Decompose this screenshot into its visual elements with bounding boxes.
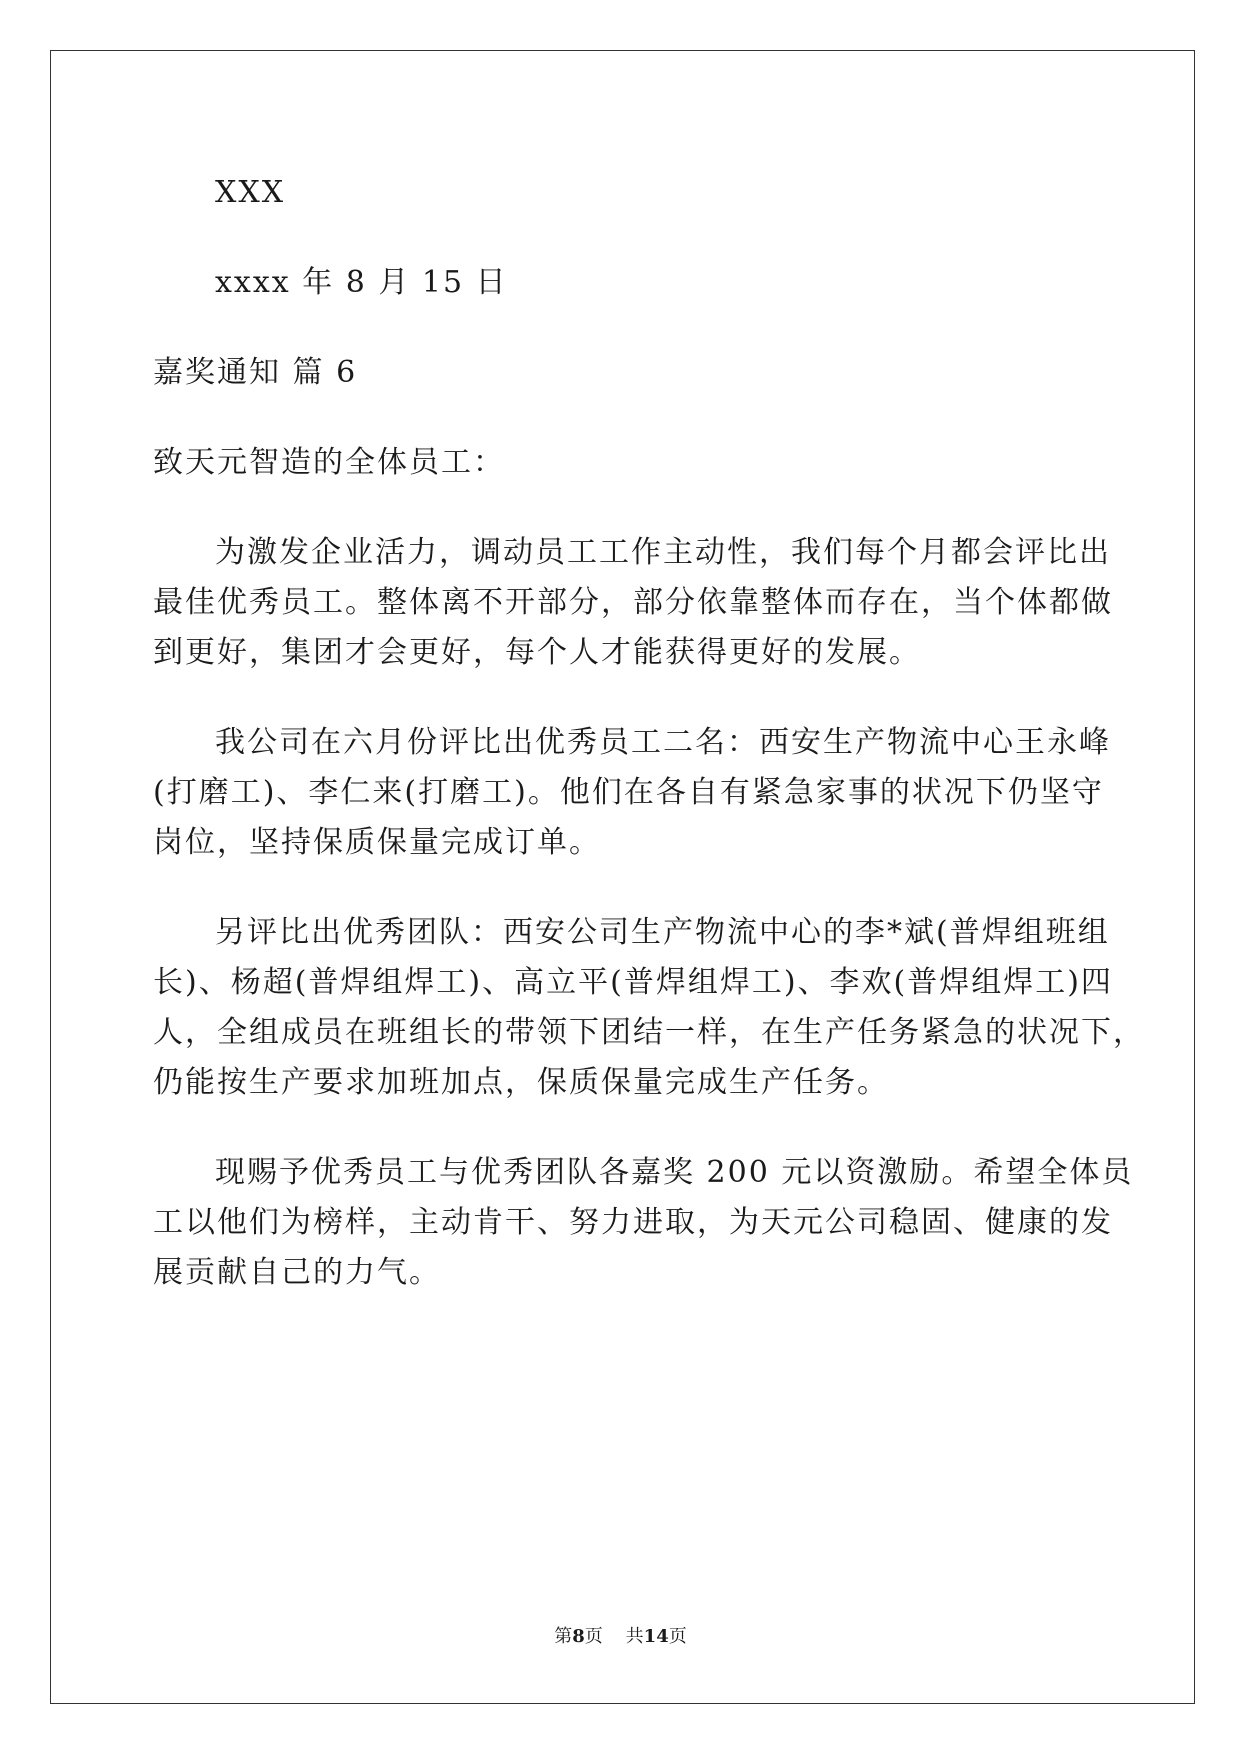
paragraph-line: 最佳优秀员工。整体离不开部分，部分依靠整体而存在，当个体都做 <box>153 585 1113 620</box>
page-prefix: 第 <box>554 1626 573 1647</box>
document-body <box>153 168 1145 1338</box>
paragraph-3 <box>153 908 1145 1108</box>
salutation: 致天元智造的全体员工： <box>153 445 505 480</box>
paragraph-1 <box>153 528 1123 678</box>
total-suffix: 页 <box>668 1626 687 1647</box>
paragraph-line: 长)、杨超(普焊组焊工)、高立平(普焊组焊工)、李欢(普焊组焊工)四 <box>153 965 1113 1000</box>
paragraph-line: 到更好，集团才会更好，每个人才能获得更好的发展。 <box>153 635 921 670</box>
page-number: 8 <box>572 1626 585 1647</box>
section-heading: 嘉奖通知 篇 6 <box>153 355 358 390</box>
paragraph-line: 另评比出优秀团队：西安公司生产物流中心的李*斌(普焊组班组 <box>215 915 1110 950</box>
total-pages: 14 <box>643 1626 669 1647</box>
paragraph-line: 仍能按生产要求加班加点，保质保量完成生产任务。 <box>153 1065 889 1100</box>
paragraph-line: 展贡献自己的力气。 <box>153 1255 441 1290</box>
signature-name: XXX <box>215 175 286 210</box>
signature-date: xxxx 年 8 月 15 日 <box>215 265 508 300</box>
page-footer <box>0 1622 1241 1648</box>
total-prefix: 共 <box>625 1626 644 1647</box>
paragraph-line: 工以他们为榜样，主动肯干、努力进取，为天元公司稳固、健康的发 <box>153 1205 1113 1240</box>
paragraph-line: 我公司在六月份评比出优秀员工二名：西安生产物流中心王永峰 <box>215 725 1111 760</box>
paragraph-4 <box>153 1148 1134 1298</box>
page-suffix: 页 <box>584 1626 603 1647</box>
paragraph-line: 人，全组成员在班组长的带领下团结一样，在生产任务紧急的状况下， <box>153 1015 1145 1050</box>
paragraph-line: 岗位，坚持保质保量完成订单。 <box>153 825 601 860</box>
paragraph-line: 现赐予优秀员工与优秀团队各嘉奖 200 元以资激励。希望全体员 <box>215 1155 1134 1190</box>
paragraph-line: 为激发企业活力，调动员工工作主动性，我们每个月都会评比出 <box>215 535 1111 570</box>
paragraph-line: (打磨工)、李仁来(打磨工)。他们在各自有紧急家事的状况下仍坚守 <box>153 775 1104 810</box>
paragraph-2 <box>153 718 1123 868</box>
